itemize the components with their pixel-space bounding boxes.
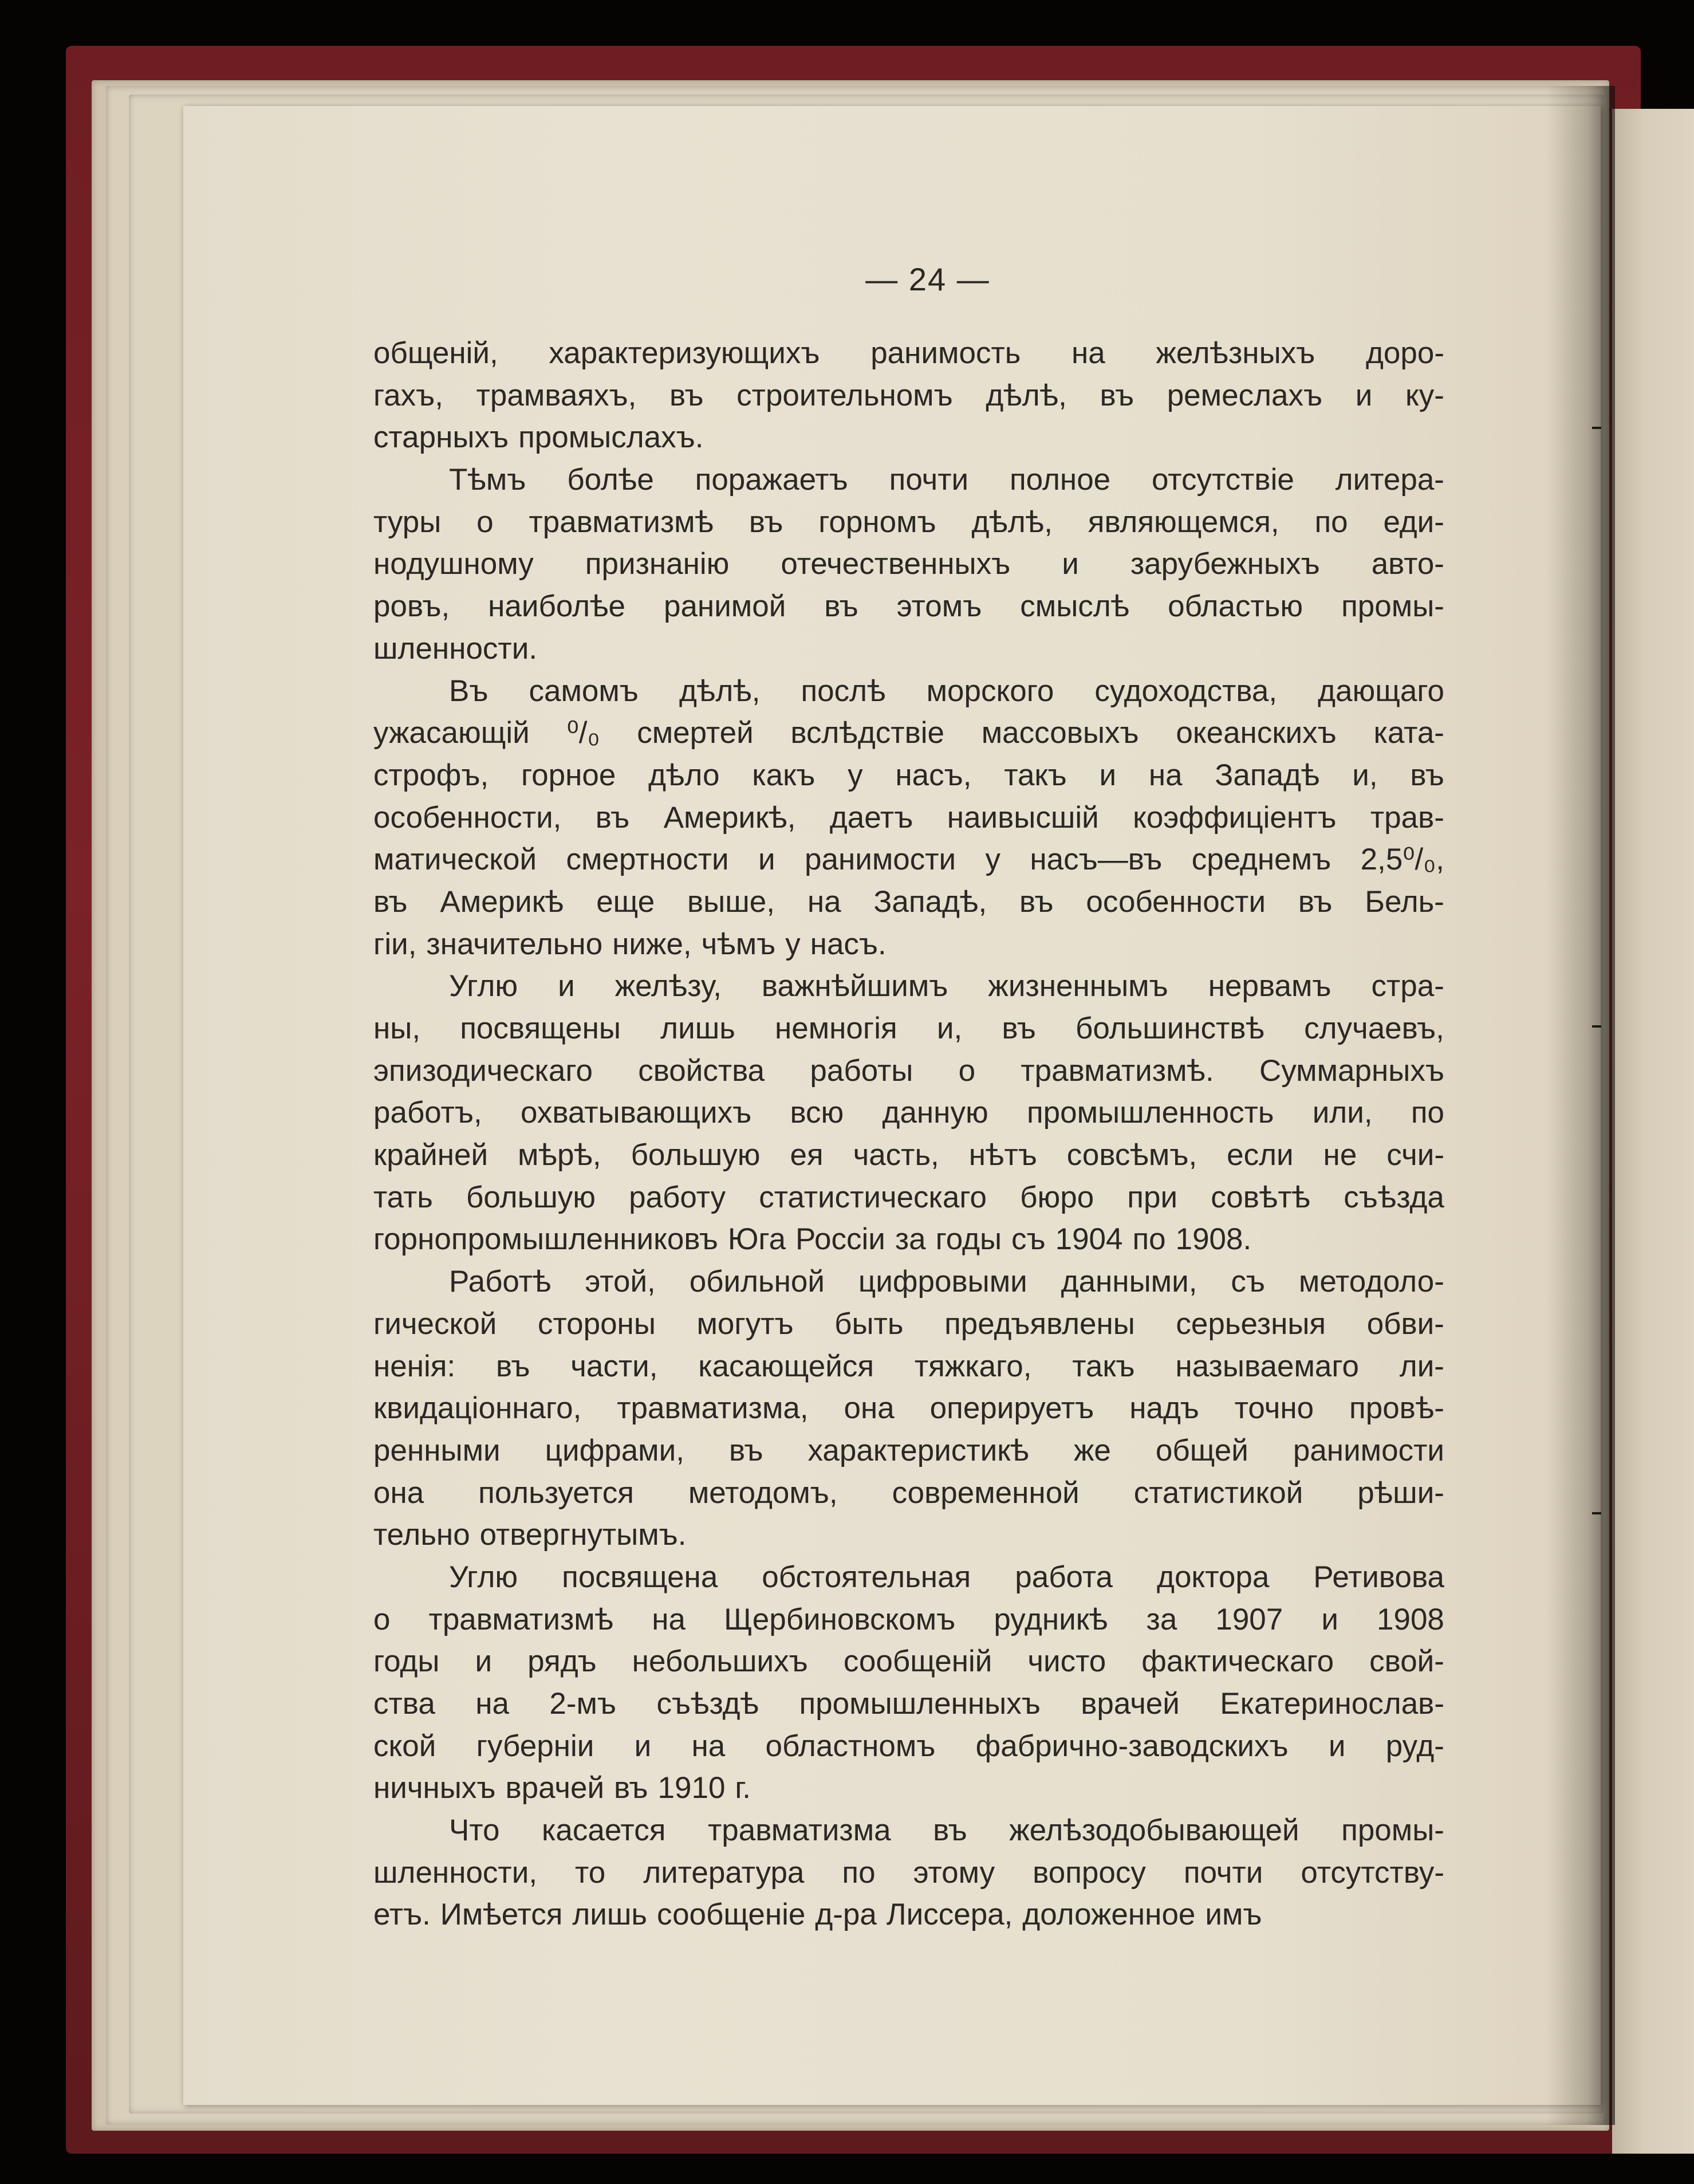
spine-mark <box>1592 427 1601 429</box>
text-line: старныхъ промыслахъ. <box>373 420 704 455</box>
text-line: ничныхъ врачей въ 1910 г. <box>373 1771 751 1805</box>
paragraph <box>373 1809 1444 1936</box>
body-text <box>373 332 1444 1936</box>
spine-mark <box>1592 1025 1601 1028</box>
text-line: гахъ, трамваяхъ, въ строительномъ дѣлѣ, въ ремеслахъ и ку- <box>373 378 1444 412</box>
text-line: тельно отвергнутымъ. <box>373 1518 687 1552</box>
text-line: Углю посвящена обстоятельная работа доктора Ретивова <box>449 1560 1444 1594</box>
spine-mark <box>1592 1512 1601 1514</box>
text-line: ровъ, наиболѣе ранимой въ этомъ смыслѣ областью промы- <box>373 589 1444 624</box>
text-line: ны, посвящены лишь немногія и, въ большинствѣ случаевъ, <box>373 1012 1444 1045</box>
text-line: строфъ, горное дѣло какъ у насъ, такъ и на Западѣ и, въ <box>373 758 1444 792</box>
text-line: о травматизмѣ на Щербиновскомъ рудникѣ за 1907 и 1908 <box>373 1602 1444 1636</box>
text-line: общеній, характеризующихъ ранимость на желѣзныхъ доро- <box>373 336 1444 370</box>
paragraph <box>373 965 1444 1261</box>
text-line: крайней мѣрѣ, большую ея часть, нѣтъ совсѣмъ, если не счи- <box>373 1138 1444 1172</box>
text-line: матической смертности и ранимости у насъ—въ среднемъ 2,5⁰/₀, <box>373 843 1444 877</box>
text-line: эпизодическаго свойства работы о травматизмѣ. Суммарныхъ <box>373 1053 1444 1088</box>
text-line: ужасающій ⁰/₀ смертей вслѣдствіе массовыхъ океанскихъ ката- <box>373 716 1444 750</box>
text-line: гіи, значительно ниже, чѣмъ у насъ. <box>373 927 887 961</box>
text-line: ренными цифрами, въ характеристикѣ же общей ранимости <box>373 1433 1444 1467</box>
paragraph <box>373 332 1444 459</box>
gutter-shadow <box>1546 86 1615 2125</box>
text-line: ства на 2-мъ съѣздѣ промышленныхъ врачей Екатеринослав- <box>373 1687 1444 1721</box>
text-line: годы и рядъ небольшихъ сообщеній чисто фактическаго свой- <box>373 1644 1444 1679</box>
paragraph <box>373 670 1444 966</box>
text-line: гической стороны могутъ быть предъявлены серьезныя обви- <box>373 1307 1444 1341</box>
page-number: — 24 — <box>865 261 990 297</box>
paragraph <box>373 459 1444 670</box>
text-line: работъ, охватывающихъ всю данную промышленность или, по <box>373 1096 1444 1130</box>
text-line: шленности. <box>373 631 538 666</box>
text-line: тать большую работу статистическаго бюро при совѣтѣ съѣзда <box>373 1180 1444 1214</box>
text-line: Работѣ этой, обильной цифровыми данными, съ методоло- <box>449 1265 1444 1299</box>
text-line: Что касается травматизма въ желѣзодобывающей промы- <box>449 1813 1444 1848</box>
text-line: нодушному признанію отечественныхъ и зарубежныхъ авто- <box>373 547 1444 581</box>
text-line: шленности, то литература по этому вопросу почти отсутству- <box>373 1855 1444 1890</box>
facing-page-edge <box>1612 109 1694 2154</box>
text-line: квидаціоннаго, травматизма, она оперируетъ надъ точно провѣ- <box>373 1391 1444 1426</box>
text-line: Тѣмъ болѣе поражаетъ почти полное отсутствіе литера- <box>449 463 1444 497</box>
text-line: ненія: въ части, касающейся тяжкаго, такъ называемаго ли- <box>373 1349 1444 1383</box>
paragraph <box>373 1261 1444 1556</box>
text-line: етъ. Имѣется лишь сообщеніе д-ра Лиссера, доложенное имъ <box>373 1898 1262 1932</box>
text-line: въ Америкѣ еще выше, на Западѣ, въ особенности въ Бель- <box>373 884 1444 919</box>
text-line: горнопромышленниковъ Юга Россіи за годы съ 1904 по 1908. <box>373 1222 1252 1257</box>
text-line: Углю и желѣзу, важнѣйшимъ жизненнымъ нервамъ стра- <box>449 969 1444 1004</box>
text-line: особенности, въ Америкѣ, даетъ наивысшій коэффиціентъ трав- <box>373 800 1444 835</box>
text-line: Въ самомъ дѣлѣ, послѣ морского судоходства, дающаго <box>449 674 1444 708</box>
text-line: она пользуется методомъ, современной статистикой рѣши- <box>373 1475 1444 1510</box>
text-line: ской губерніи и на областномъ фабрично-заводскихъ и руд- <box>373 1729 1444 1763</box>
paragraph <box>373 1556 1444 1809</box>
text-line: туры о травматизмѣ въ горномъ дѣлѣ, являющемся, по еди- <box>373 505 1444 539</box>
